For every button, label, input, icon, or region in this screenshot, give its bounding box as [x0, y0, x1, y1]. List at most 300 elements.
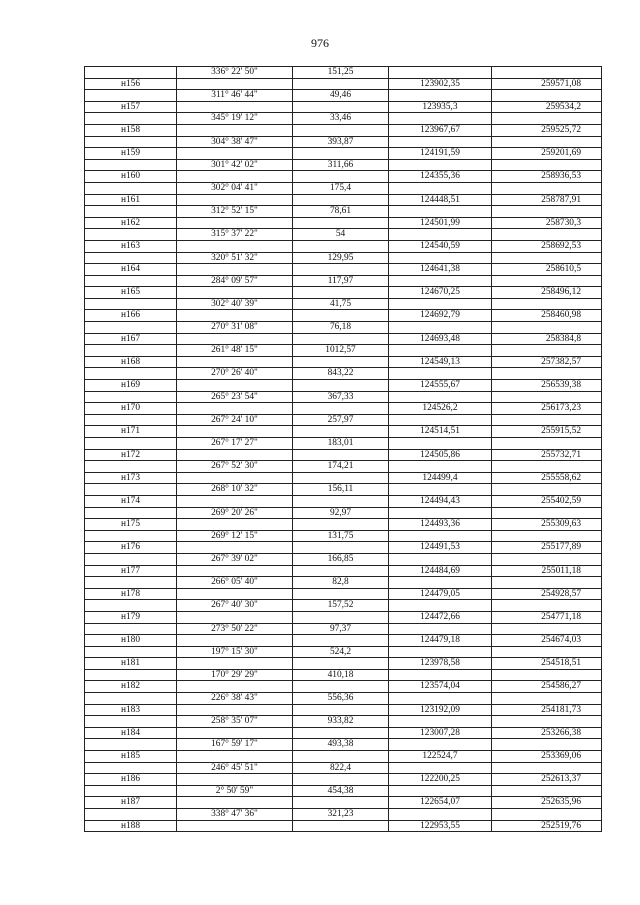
y-coordinate-cell: 254771,18 [492, 611, 602, 623]
coordinates-table-body [85, 67, 602, 832]
table-row-segment [85, 507, 602, 519]
y-coordinate-cell [492, 113, 602, 125]
y-coordinate-cell [492, 391, 602, 403]
table-row-point [85, 240, 602, 252]
table-row-segment [85, 182, 602, 194]
table-row-point [85, 565, 602, 577]
point-cell: н158 [85, 124, 177, 136]
angle-cell: 345° 19' 12" [177, 113, 293, 125]
angle-cell [177, 751, 293, 763]
y-coordinate-cell: 254928,57 [492, 588, 602, 600]
point-cell: н156 [85, 78, 177, 90]
point-cell: н181 [85, 658, 177, 670]
angle-cell: 267° 24' 10" [177, 414, 293, 426]
point-cell [85, 809, 177, 821]
x-coordinate-cell [389, 67, 492, 79]
table-row-point [85, 635, 602, 647]
angle-cell [177, 797, 293, 809]
y-coordinate-cell: 254586,27 [492, 681, 602, 693]
x-coordinate-cell [389, 113, 492, 125]
angle-cell [177, 101, 293, 113]
table-row-segment [85, 67, 602, 79]
x-coordinate-cell [389, 345, 492, 357]
x-coordinate-cell [389, 507, 492, 519]
y-coordinate-cell [492, 438, 602, 450]
y-coordinate-cell [492, 693, 602, 705]
distance-cell [293, 635, 389, 647]
distance-cell [293, 820, 389, 832]
point-cell [85, 530, 177, 542]
distance-cell [293, 565, 389, 577]
point-cell: н163 [85, 240, 177, 252]
x-coordinate-cell [389, 298, 492, 310]
angle-cell [177, 542, 293, 554]
distance-cell: 151,25 [293, 67, 389, 79]
x-coordinate-cell [389, 530, 492, 542]
table-row-segment [85, 252, 602, 264]
angle-cell: 170° 29' 29" [177, 669, 293, 681]
x-coordinate-cell [389, 182, 492, 194]
point-cell [85, 669, 177, 681]
table-row-segment [85, 391, 602, 403]
y-coordinate-cell [492, 368, 602, 380]
angle-cell: 269° 20' 26" [177, 507, 293, 519]
distance-cell: 843,22 [293, 368, 389, 380]
angle-cell [177, 310, 293, 322]
y-coordinate-cell [492, 553, 602, 565]
table-row-point [85, 124, 602, 136]
distance-cell [293, 681, 389, 693]
point-cell: н159 [85, 148, 177, 160]
point-cell: н165 [85, 287, 177, 299]
y-coordinate-cell: 252635,96 [492, 797, 602, 809]
angle-cell [177, 78, 293, 90]
table-row-point [85, 797, 602, 809]
distance-cell [293, 658, 389, 670]
y-coordinate-cell: 252519,76 [492, 820, 602, 832]
x-coordinate-cell: 122654,07 [389, 797, 492, 809]
table-row-segment [85, 600, 602, 612]
angle-cell: 302° 40' 39" [177, 298, 293, 310]
angle-cell [177, 264, 293, 276]
angle-cell [177, 774, 293, 786]
table-row-point [85, 426, 602, 438]
table-row-segment [85, 739, 602, 751]
x-coordinate-cell [389, 206, 492, 218]
x-coordinate-cell: 124479,18 [389, 635, 492, 647]
point-cell: н177 [85, 565, 177, 577]
angle-cell [177, 240, 293, 252]
x-coordinate-cell [389, 414, 492, 426]
y-coordinate-cell [492, 136, 602, 148]
y-coordinate-cell: 255011,18 [492, 565, 602, 577]
table-row-point [85, 495, 602, 507]
table-row-point [85, 449, 602, 461]
table-row-point [85, 356, 602, 368]
x-coordinate-cell: 124472,66 [389, 611, 492, 623]
angle-cell [177, 588, 293, 600]
point-cell [85, 716, 177, 728]
y-coordinate-cell: 259571,08 [492, 78, 602, 90]
point-cell: н182 [85, 681, 177, 693]
distance-cell: 257,97 [293, 414, 389, 426]
y-coordinate-cell [492, 414, 602, 426]
distance-cell: 493,38 [293, 739, 389, 751]
point-cell [85, 553, 177, 565]
angle-cell [177, 658, 293, 670]
point-cell: н179 [85, 611, 177, 623]
table-row-segment [85, 159, 602, 171]
point-cell [85, 600, 177, 612]
y-coordinate-cell: 255558,62 [492, 472, 602, 484]
angle-cell [177, 148, 293, 160]
y-coordinate-cell: 258460,98 [492, 310, 602, 322]
table-row-segment [85, 646, 602, 658]
distance-cell [293, 194, 389, 206]
point-cell: н170 [85, 403, 177, 415]
point-cell: н183 [85, 704, 177, 716]
y-coordinate-cell: 258610,5 [492, 264, 602, 276]
x-coordinate-cell: 123902,35 [389, 78, 492, 90]
table-row-point [85, 472, 602, 484]
y-coordinate-cell: 254181,73 [492, 704, 602, 716]
x-coordinate-cell [389, 600, 492, 612]
distance-cell [293, 449, 389, 461]
table-row-segment [85, 553, 602, 565]
angle-cell [177, 403, 293, 415]
y-coordinate-cell [492, 206, 602, 218]
table-row-point [85, 287, 602, 299]
table-row-point [85, 588, 602, 600]
point-cell: н162 [85, 217, 177, 229]
point-cell [85, 113, 177, 125]
distance-cell: 393,87 [293, 136, 389, 148]
table-row-segment [85, 530, 602, 542]
y-coordinate-cell [492, 484, 602, 496]
point-cell: н161 [85, 194, 177, 206]
distance-cell: 76,18 [293, 322, 389, 334]
angle-cell [177, 380, 293, 392]
angle-cell: 315° 37' 22" [177, 229, 293, 241]
table-row-segment [85, 693, 602, 705]
angle-cell [177, 333, 293, 345]
point-cell [85, 90, 177, 102]
distance-cell: 156,11 [293, 484, 389, 496]
distance-cell: 49,46 [293, 90, 389, 102]
angle-cell [177, 820, 293, 832]
x-coordinate-cell: 123935,3 [389, 101, 492, 113]
table-row-segment [85, 113, 602, 125]
distance-cell: 321,23 [293, 809, 389, 821]
distance-cell [293, 519, 389, 531]
angle-cell [177, 217, 293, 229]
x-coordinate-cell [389, 391, 492, 403]
point-cell [85, 739, 177, 751]
angle-cell: 284° 09' 57" [177, 275, 293, 287]
y-coordinate-cell: 254674,03 [492, 635, 602, 647]
y-coordinate-cell [492, 229, 602, 241]
angle-cell: 258° 35' 07" [177, 716, 293, 728]
distance-cell [293, 264, 389, 276]
y-coordinate-cell [492, 275, 602, 287]
table-row-segment [85, 438, 602, 450]
angle-cell: 336° 22' 50" [177, 67, 293, 79]
x-coordinate-cell: 124514,51 [389, 426, 492, 438]
distance-cell: 97,37 [293, 623, 389, 635]
table-row-point [85, 148, 602, 160]
point-cell [85, 484, 177, 496]
point-cell [85, 368, 177, 380]
angle-cell [177, 565, 293, 577]
x-coordinate-cell: 124494,43 [389, 495, 492, 507]
x-coordinate-cell [389, 809, 492, 821]
angle-cell: 265° 23' 54" [177, 391, 293, 403]
point-cell [85, 229, 177, 241]
y-coordinate-cell: 255177,89 [492, 542, 602, 554]
point-cell [85, 252, 177, 264]
distance-cell: 822,4 [293, 762, 389, 774]
angle-cell: 320° 51' 32" [177, 252, 293, 264]
y-coordinate-cell [492, 461, 602, 473]
distance-cell: 129,95 [293, 252, 389, 264]
distance-cell [293, 751, 389, 763]
x-coordinate-cell [389, 90, 492, 102]
distance-cell [293, 310, 389, 322]
x-coordinate-cell: 124641,38 [389, 264, 492, 276]
angle-cell: 267° 52' 30" [177, 461, 293, 473]
distance-cell [293, 727, 389, 739]
y-coordinate-cell [492, 577, 602, 589]
y-coordinate-cell [492, 530, 602, 542]
angle-cell [177, 727, 293, 739]
table-row-point [85, 681, 602, 693]
x-coordinate-cell: 123192,09 [389, 704, 492, 716]
table-row-point [85, 611, 602, 623]
y-coordinate-cell [492, 669, 602, 681]
table-row-point [85, 820, 602, 832]
distance-cell [293, 611, 389, 623]
y-coordinate-cell [492, 809, 602, 821]
angle-cell: 268° 10' 32" [177, 484, 293, 496]
table-row-segment [85, 206, 602, 218]
point-cell: н171 [85, 426, 177, 438]
y-coordinate-cell: 252613,37 [492, 774, 602, 786]
y-coordinate-cell [492, 322, 602, 334]
x-coordinate-cell: 122200,25 [389, 774, 492, 786]
table-row-segment [85, 90, 602, 102]
x-coordinate-cell: 124355,36 [389, 171, 492, 183]
table-row-point [85, 403, 602, 415]
y-coordinate-cell [492, 159, 602, 171]
point-cell: н173 [85, 472, 177, 484]
distance-cell: 174,21 [293, 461, 389, 473]
x-coordinate-cell: 123978,58 [389, 658, 492, 670]
x-coordinate-cell: 124499,4 [389, 472, 492, 484]
table-row-segment [85, 716, 602, 728]
distance-cell: 82,8 [293, 577, 389, 589]
table-row-point [85, 380, 602, 392]
y-coordinate-cell: 255915,52 [492, 426, 602, 438]
distance-cell: 78,61 [293, 206, 389, 218]
distance-cell [293, 704, 389, 716]
x-coordinate-cell: 124448,51 [389, 194, 492, 206]
y-coordinate-cell [492, 785, 602, 797]
x-coordinate-cell [389, 646, 492, 658]
distance-cell: 933,82 [293, 716, 389, 728]
distance-cell: 117,97 [293, 275, 389, 287]
distance-cell [293, 426, 389, 438]
distance-cell [293, 380, 389, 392]
table-row-segment [85, 136, 602, 148]
distance-cell [293, 171, 389, 183]
angle-cell: 267° 17' 27" [177, 438, 293, 450]
table-row-segment [85, 298, 602, 310]
table-row-segment [85, 414, 602, 426]
point-cell: н168 [85, 356, 177, 368]
angle-cell: 311° 46' 44" [177, 90, 293, 102]
x-coordinate-cell [389, 716, 492, 728]
page-number: 976 [311, 36, 329, 50]
angle-cell [177, 171, 293, 183]
x-coordinate-cell [389, 438, 492, 450]
y-coordinate-cell: 255732,71 [492, 449, 602, 461]
angle-cell: 270° 31' 08" [177, 322, 293, 334]
point-cell [85, 693, 177, 705]
y-coordinate-cell: 259534,2 [492, 101, 602, 113]
point-cell [85, 646, 177, 658]
angle-cell: 301° 42' 02" [177, 159, 293, 171]
x-coordinate-cell [389, 785, 492, 797]
y-coordinate-cell [492, 67, 602, 79]
point-cell: н176 [85, 542, 177, 554]
angle-cell: 273° 50' 22" [177, 623, 293, 635]
x-coordinate-cell: 124540,59 [389, 240, 492, 252]
y-coordinate-cell: 254518,51 [492, 658, 602, 670]
point-cell [85, 507, 177, 519]
point-cell [85, 785, 177, 797]
x-coordinate-cell [389, 136, 492, 148]
table-row-segment [85, 461, 602, 473]
x-coordinate-cell [389, 693, 492, 705]
point-cell [85, 414, 177, 426]
distance-cell [293, 495, 389, 507]
y-coordinate-cell: 258496,12 [492, 287, 602, 299]
angle-cell [177, 681, 293, 693]
distance-cell: 410,18 [293, 669, 389, 681]
x-coordinate-cell: 124670,25 [389, 287, 492, 299]
angle-cell: 2° 50' 59" [177, 785, 293, 797]
point-cell: н188 [85, 820, 177, 832]
y-coordinate-cell [492, 507, 602, 519]
y-coordinate-cell [492, 646, 602, 658]
x-coordinate-cell: 124693,48 [389, 333, 492, 345]
point-cell: н174 [85, 495, 177, 507]
point-cell: н172 [85, 449, 177, 461]
x-coordinate-cell: 123574,04 [389, 681, 492, 693]
point-cell [85, 322, 177, 334]
point-cell: н186 [85, 774, 177, 786]
distance-cell [293, 356, 389, 368]
point-cell [85, 298, 177, 310]
distance-cell: 175,4 [293, 182, 389, 194]
angle-cell [177, 287, 293, 299]
distance-cell [293, 217, 389, 229]
x-coordinate-cell: 124526,2 [389, 403, 492, 415]
table-row-segment [85, 368, 602, 380]
point-cell: н185 [85, 751, 177, 763]
y-coordinate-cell: 253369,06 [492, 751, 602, 763]
y-coordinate-cell: 258936,53 [492, 171, 602, 183]
point-cell [85, 438, 177, 450]
table-row-segment [85, 484, 602, 496]
angle-cell: 261° 48' 15" [177, 345, 293, 357]
y-coordinate-cell: 258692,53 [492, 240, 602, 252]
table-row-point [85, 78, 602, 90]
x-coordinate-cell: 124555,67 [389, 380, 492, 392]
angle-cell: 226° 38' 43" [177, 693, 293, 705]
y-coordinate-cell: 259201,69 [492, 148, 602, 160]
distance-cell: 166,85 [293, 553, 389, 565]
distance-cell: 1012,57 [293, 345, 389, 357]
x-coordinate-cell: 124479,05 [389, 588, 492, 600]
table-row-point [85, 217, 602, 229]
table-row-segment [85, 669, 602, 681]
distance-cell: 311,66 [293, 159, 389, 171]
distance-cell: 131,75 [293, 530, 389, 542]
angle-cell [177, 356, 293, 368]
x-coordinate-cell [389, 252, 492, 264]
y-coordinate-cell [492, 623, 602, 635]
x-coordinate-cell [389, 739, 492, 751]
table-row-point [85, 704, 602, 716]
angle-cell [177, 611, 293, 623]
distance-cell [293, 588, 389, 600]
table-row-segment [85, 762, 602, 774]
angle-cell: 304° 38' 47" [177, 136, 293, 148]
angle-cell: 302° 04' 41" [177, 182, 293, 194]
y-coordinate-cell [492, 298, 602, 310]
point-cell: н164 [85, 264, 177, 276]
table-row-point [85, 751, 602, 763]
x-coordinate-cell: 124493,36 [389, 519, 492, 531]
point-cell: н178 [85, 588, 177, 600]
distance-cell: 41,75 [293, 298, 389, 310]
point-cell [85, 206, 177, 218]
y-coordinate-cell [492, 600, 602, 612]
point-cell [85, 182, 177, 194]
angle-cell [177, 426, 293, 438]
distance-cell [293, 403, 389, 415]
point-cell: н180 [85, 635, 177, 647]
y-coordinate-cell: 255309,63 [492, 519, 602, 531]
x-coordinate-cell: 122524,7 [389, 751, 492, 763]
point-cell: н157 [85, 101, 177, 113]
y-coordinate-cell [492, 182, 602, 194]
x-coordinate-cell [389, 159, 492, 171]
distance-cell: 556,36 [293, 693, 389, 705]
distance-cell [293, 287, 389, 299]
x-coordinate-cell: 124505,86 [389, 449, 492, 461]
y-coordinate-cell [492, 716, 602, 728]
table-row-segment [85, 322, 602, 334]
y-coordinate-cell [492, 739, 602, 751]
x-coordinate-cell [389, 461, 492, 473]
point-cell [85, 67, 177, 79]
angle-cell: 246° 45' 51" [177, 762, 293, 774]
point-cell: н175 [85, 519, 177, 531]
angle-cell [177, 449, 293, 461]
angle-cell [177, 704, 293, 716]
